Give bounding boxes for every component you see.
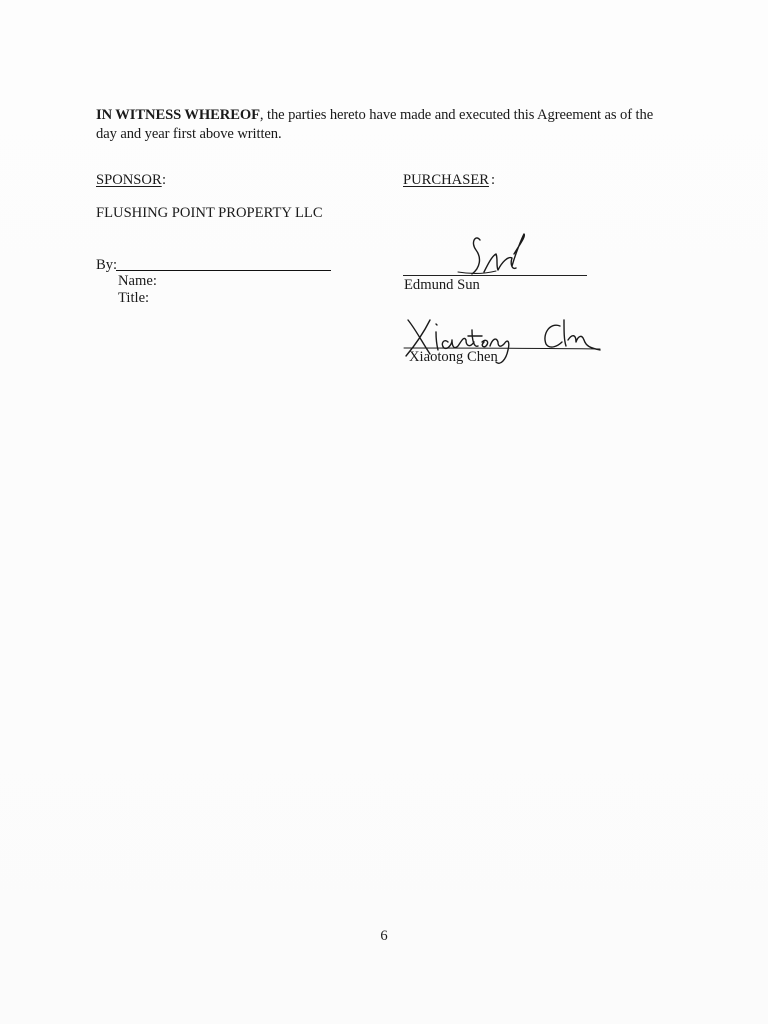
witness-text: , the parties hereto have made and executed this Agreement as of the day and year first above written. [96,107,654,142]
signature-edmund-sun [450,228,540,280]
sponsor-name-label: Name: [118,273,157,289]
sponsor-heading: SPONSOR [96,172,162,188]
purchaser-heading-colon: : [491,172,496,188]
sponsor-heading-colon: : [162,172,167,188]
sponsor-by-label: By: [96,257,118,273]
sponsor-title-label: Title: [118,290,150,306]
signer-name-2: Xiaotong Chen [409,349,498,365]
purchaser-heading: PURCHASER [403,172,489,188]
sponsor-signature-line [116,270,331,271]
witness-clause [96,106,676,144]
purchaser-signature-line-1 [403,275,587,276]
sponsor-company: FLUSHING POINT PROPERTY LLC [96,205,323,221]
page-number: 6 [380,928,388,944]
signer-name-1: Edmund Sun [404,277,480,293]
witness-lead: IN WITNESS WHEREOF [96,107,260,123]
